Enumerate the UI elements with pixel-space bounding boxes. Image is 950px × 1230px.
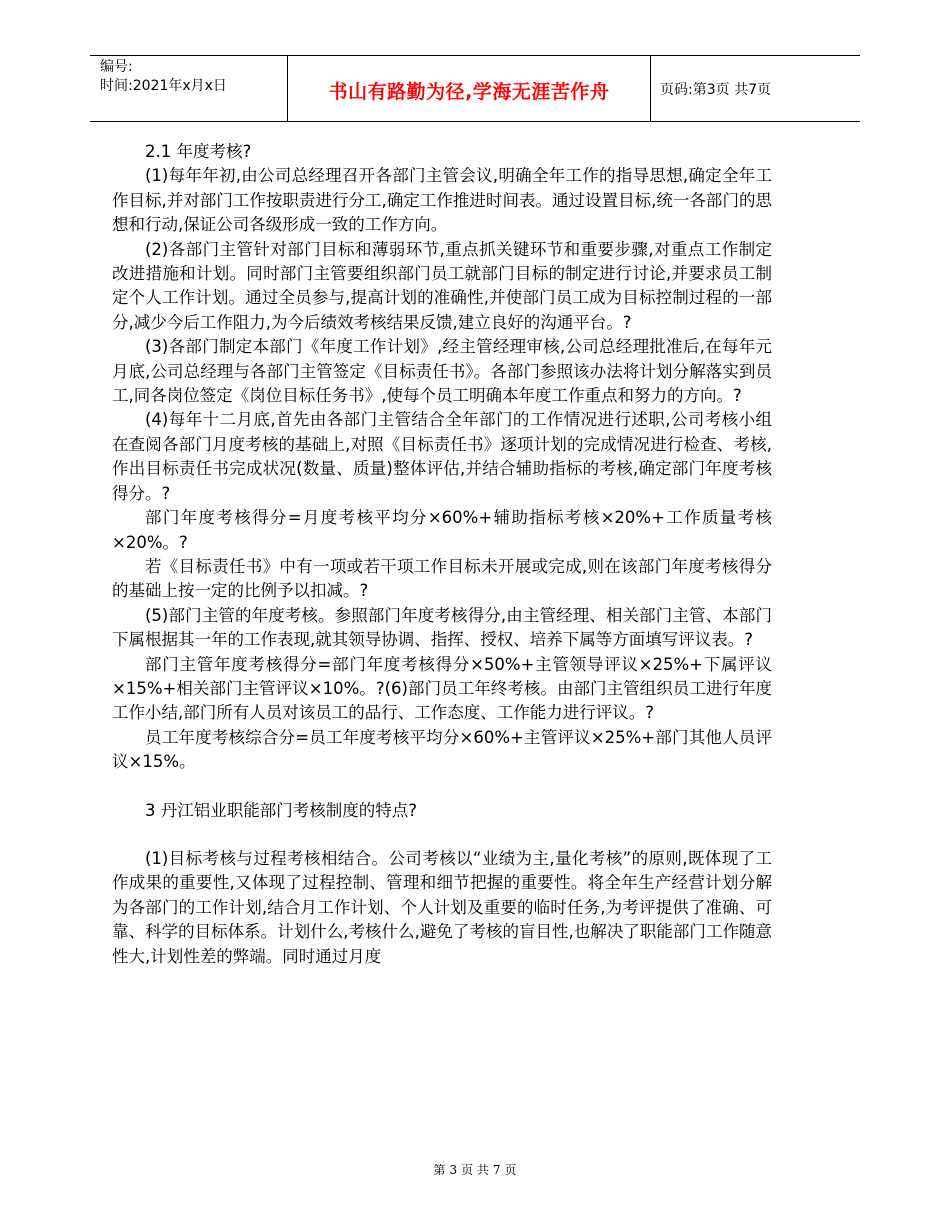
- paragraph: (3)各部门制定本部门《年度工作计划》,经主管经理审核,公司总经理批准后,在每年元月底,公司总经理与各部门主管签定《目标责任书》。各部门参照该办法将计划分解落实到员工,同各岗位签定《岗位目标任务书》,使每个员工明确本年度工作重点和努力的方向。?: [112, 337, 772, 406]
- formula-paragraph: 部门主管年度考核得分=部门年度考核得分×50%+主管领导评议×25%+下属评议×15%+相关部门主管评议×10%。?(6)部门员工年终考核。由部门主管组织员工进行年度工作小结,部门所有人员对该员工的品行、工作态度、工作能力进行评议。?: [112, 654, 772, 723]
- header-bottom-rule: [90, 121, 860, 122]
- paragraph: (2)各部门主管针对部门目标和薄弱环节,重点抓关键环节和重要步骤,对重点工作制定改进措施和计划。同时部门主管要组织部门员工就部门目标的制定进行讨论,并要求员工制定个人工作计划。通过全员参与,提高计划的准确性,并使部门员工成为目标控制过程的一部分,减少今后工作阻力,为今后绩效考核结果反馈,建立良好的沟通平台。?: [112, 239, 772, 332]
- footer-total-pages: 7: [492, 1163, 501, 1177]
- document-number-label: 编号:: [100, 59, 133, 75]
- formula-paragraph: 员工年度考核综合分=员工年度考核平均分×60%+主管评议×25%+部门其他人员评议×15%。: [112, 727, 772, 772]
- section-heading: 2.1 年度考核?: [145, 142, 252, 161]
- header-motto: 书山有路勤为径,学海无涯苦作舟: [328, 81, 610, 103]
- paragraph: (1)目标考核与过程考核相结合。公司考核以“业绩为主,量化考核”的原则,既体现了工作成果的重要性,又体现了过程控制、管理和细节把握的重要性。将全年生产经营计划分解为各部门的工作计划,结合月工作计划、个人计划及重要的临时任务,为考评提供了准确、可靠、科学的目标体系。计划什么,考核什么,避免了考核的盲目性,也解决了职能部门工作随意性大,计划性差的弊端。同时通过月度: [112, 848, 772, 966]
- header-separator: [650, 55, 651, 121]
- footer-page-number: 3: [449, 1163, 458, 1177]
- paragraph: 若《目标责任书》中有一项或若干项工作目标未开展或完成,则在该部门年度考核得分的基础上按一定的比例予以扣减。?: [112, 556, 772, 601]
- header-page-label: 页码:第3页 共7页: [660, 82, 771, 98]
- header-top-rule: [90, 55, 860, 56]
- section-heading: 3 丹江铝业职能部门考核制度的特点?: [145, 800, 418, 820]
- paragraph: (1)每年年初,由公司总经理召开各部门主管会议,明确全年工作的指导思想,确定全年工作目标,并对部门工作按职责进行分工,确定工作推进时间表。通过设置目标,统一各部门的思想和行动,保证公司各级形成一致的工作方向。: [112, 166, 772, 235]
- header-meta: [100, 58, 227, 96]
- formula-paragraph: 部门年度考核得分=月度考核平均分×60%+辅助指标考核×20%+工作质量考核×20%。?: [112, 508, 772, 552]
- paragraph: (4)每年十二月底,首先由各部门主管结合全年部门的工作情况进行述职,公司考核小组在查阅各部门月度考核的基础上,对照《目标责任书》逐项计划的完成情况进行检查、考核,作出目标责任书完成状况(数量、质量)整体评估,并结合辅助指标的考核,确定部门年度考核得分。?: [112, 410, 772, 503]
- document-time-label: 时间:2021年x月x日: [100, 78, 227, 94]
- document-body: [112, 140, 772, 969]
- page-footer: 第 3 页 共 7 页: [433, 1163, 517, 1177]
- paragraph: (5)部门主管的年度考核。参照部门年度考核得分,由主管经理、相关部门主管、本部门下属根据其一年的工作表现,就其领导协调、指挥、授权、培养下属等方面填写评议表。?: [112, 605, 772, 650]
